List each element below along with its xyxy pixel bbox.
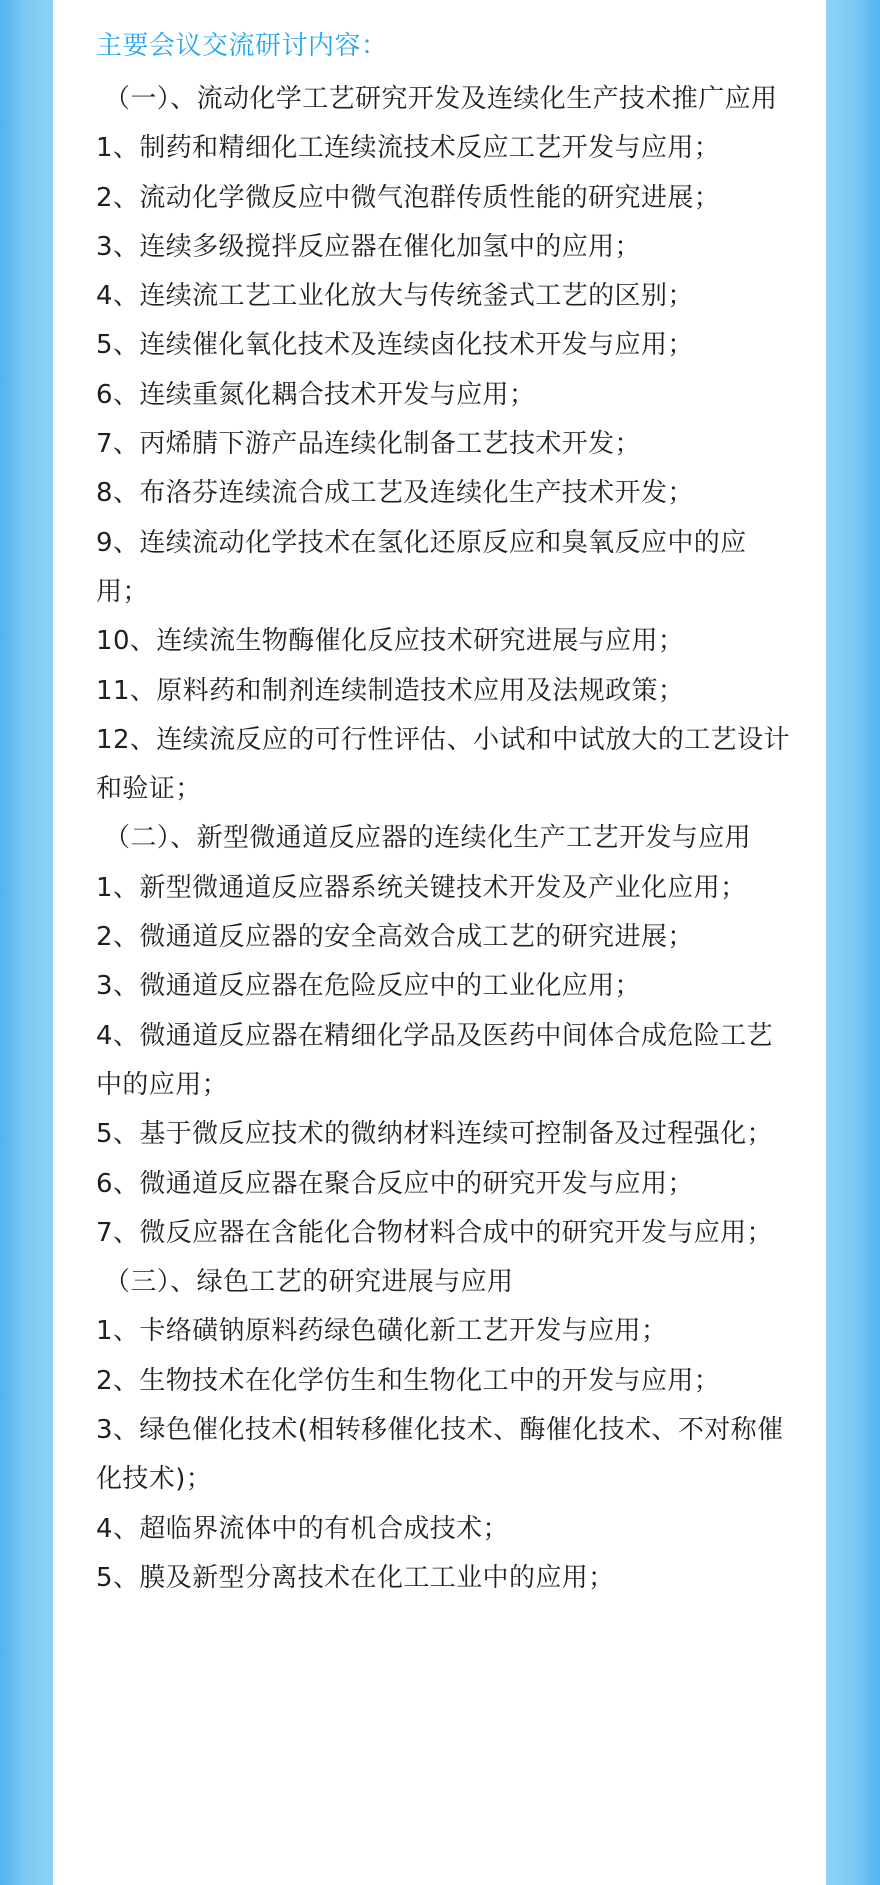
list-item: 11、原料药和制剂连续制造技术应用及法规政策； bbox=[96, 675, 685, 706]
list-item: 4、微通道反应器在精细化学品及医药中间体合成危险工艺中的应用； bbox=[96, 1020, 773, 1100]
list-item: 2、流动化学微反应中微气泡群传质性能的研究进展； bbox=[96, 182, 721, 213]
section-title-3: （三）、绿色工艺的研究进展与应用 bbox=[104, 1267, 514, 1298]
list-item: 3、连续多级搅拌反应器在催化加氢中的应用； bbox=[96, 231, 641, 262]
topic-list bbox=[96, 75, 792, 1603]
list-item: 8、布洛芬连续流合成工艺及连续化生产技术开发； bbox=[96, 478, 694, 509]
list-item: 1、新型微通道反应器系统关键技术开发及产业化应用； bbox=[96, 872, 747, 903]
list-item: 7、微反应器在含能化合物材料合成中的研究开发与应用； bbox=[96, 1217, 773, 1248]
list-item: 10、连续流生物酶催化反应技术研究进展与应用； bbox=[96, 626, 685, 657]
list-item: 1、卡络磺钠原料药绿色磺化新工艺开发与应用； bbox=[96, 1316, 668, 1347]
section-title-1: （一）、流动化学工艺研究开发及连续化生产技术推广应用 bbox=[104, 84, 778, 114]
list-item: 9、连续流动化学技术在氢化还原反应和臭氧反应中的应用； bbox=[96, 527, 747, 607]
list-item: 2、微通道反应器的安全高效合成工艺的研究进展； bbox=[96, 922, 694, 953]
list-item: 1、制药和精细化工连续流技术反应工艺开发与应用； bbox=[96, 133, 721, 164]
section-heading: 主要会议交流研讨内容： bbox=[96, 31, 388, 61]
list-item: 3、微通道反应器在危险反应中的工业化应用； bbox=[96, 971, 641, 1002]
list-item: 2、生物技术在化学仿生和生物化工中的开发与应用； bbox=[96, 1365, 721, 1396]
list-item: 12、连续流反应的可行性评估、小试和中试放大的工艺设计和验证； bbox=[96, 724, 790, 805]
content-card bbox=[53, 0, 826, 1885]
list-item: 4、超临界流体中的有机合成技术； bbox=[96, 1513, 509, 1544]
list-item: 7、丙烯腈下游产品连续化制备工艺技术开发； bbox=[96, 429, 641, 460]
list-item: 5、基于微反应技术的微纳材料连续可控制备及过程强化； bbox=[96, 1119, 773, 1150]
list-item: 4、连续流工艺工业化放大与传统釜式工艺的区别； bbox=[96, 281, 694, 312]
list-item: 6、微通道反应器在聚合反应中的研究开发与应用； bbox=[96, 1168, 694, 1199]
list-item: 3、绿色催化技术(相转移催化技术、酶催化技术、不对称催化技术)； bbox=[96, 1415, 784, 1495]
list-item: 5、膜及新型分离技术在化工工业中的应用； bbox=[96, 1562, 615, 1593]
list-item: 5、连续催化氧化技术及连续卤化技术开发与应用； bbox=[96, 330, 694, 361]
list-item: 6、连续重氮化耦合技术开发与应用； bbox=[96, 379, 536, 410]
section-title-2: （二）、新型微通道反应器的连续化生产工艺开发与应用 bbox=[104, 823, 752, 854]
